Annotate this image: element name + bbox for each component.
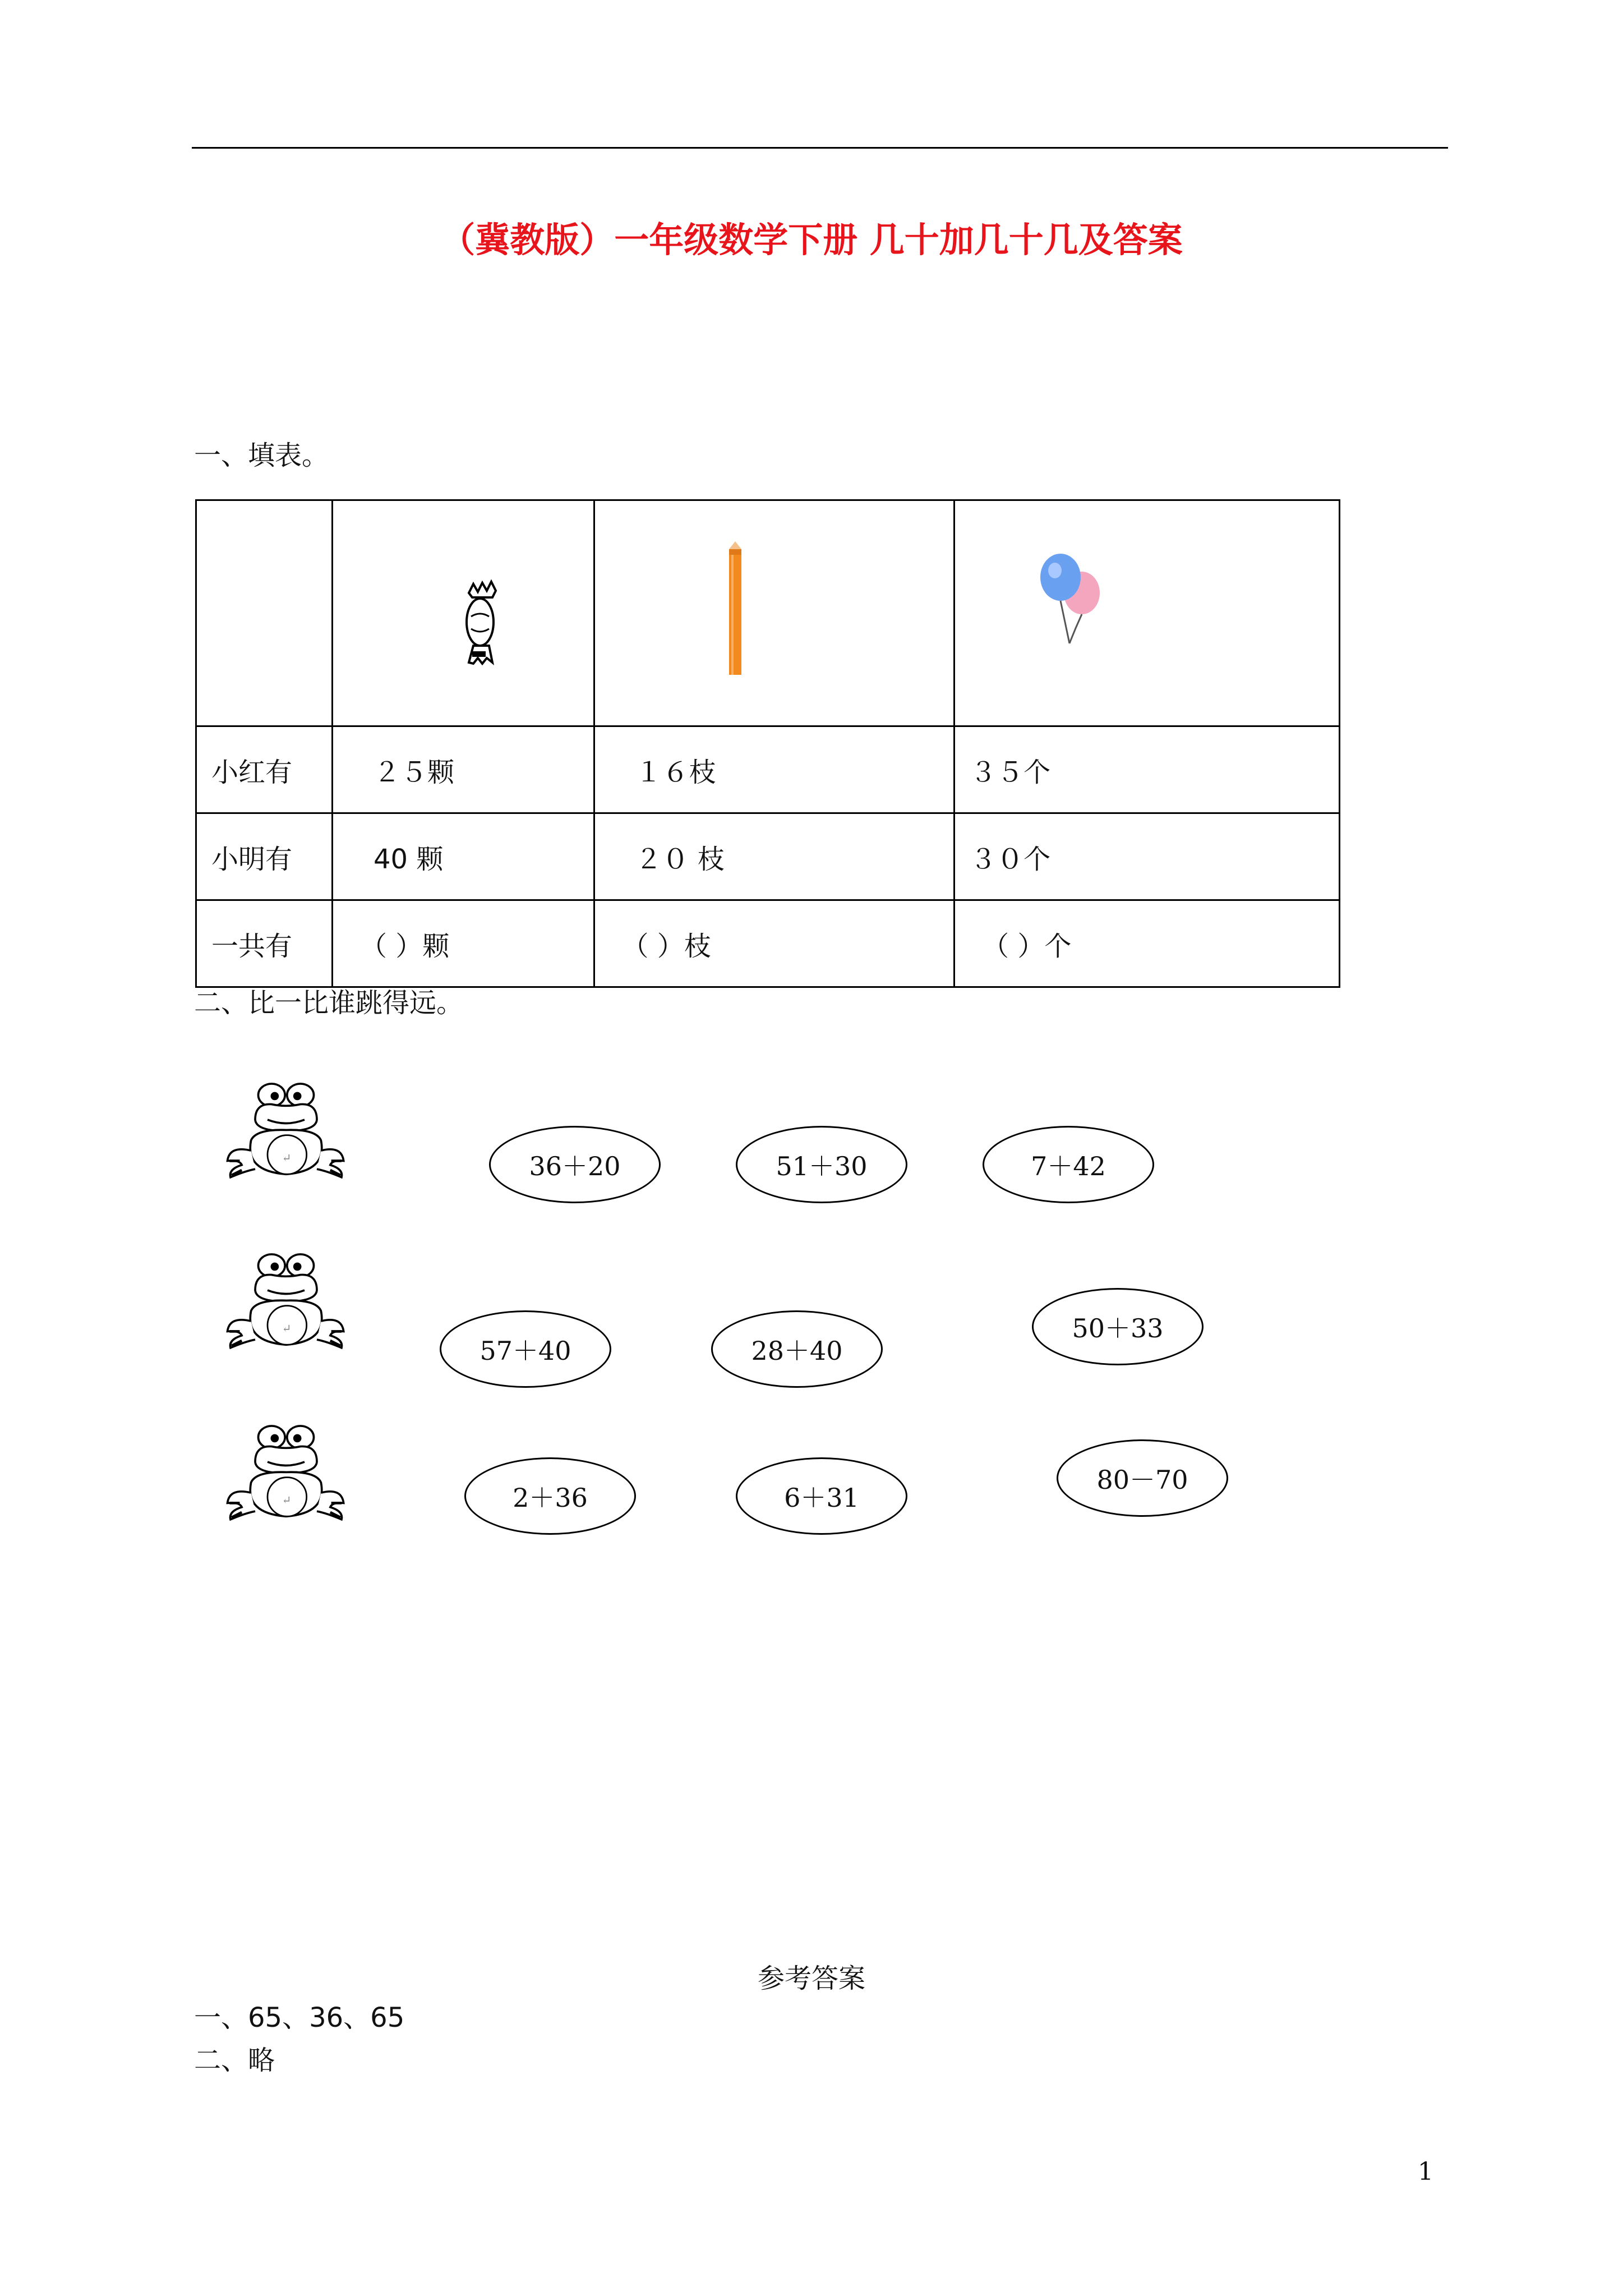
- table-cell: （ ）个: [955, 900, 1340, 987]
- expression-oval: 50＋33: [1032, 1288, 1204, 1365]
- row-label: 一共有: [196, 900, 333, 987]
- table-cell: ２５颗: [333, 726, 594, 813]
- section1-heading: 一、填表。: [194, 440, 329, 471]
- table-cell: （ ）颗: [333, 900, 594, 987]
- fill-table: [195, 499, 1340, 988]
- return-mark: ↵: [282, 1322, 292, 1336]
- header-empty-cell: [196, 500, 333, 726]
- row-label: 小红有: [196, 726, 333, 813]
- answer-line-1: 一、65、36、65: [194, 2002, 405, 2033]
- expression-oval: 2＋36: [464, 1457, 636, 1535]
- pencil-icon: [646, 532, 953, 687]
- expression-oval: 36＋20: [489, 1126, 661, 1203]
- table-cell: ２０ 枝: [594, 813, 955, 900]
- table-row: [196, 726, 1340, 813]
- header-pencil-cell: [594, 500, 955, 726]
- expression-oval: 7＋42: [983, 1126, 1154, 1203]
- answer-line-2: 二、略: [194, 2045, 275, 2076]
- table-row: [196, 813, 1340, 900]
- candy-icon: [385, 532, 593, 687]
- return-mark: ↵: [282, 1151, 292, 1165]
- header-candy-cell: [333, 500, 594, 726]
- expression-oval: 28＋40: [711, 1310, 883, 1388]
- balloons-icon: [1007, 532, 1339, 687]
- section2-heading: 二、比一比谁跳得远。: [194, 987, 464, 1019]
- table-cell: ３０个: [955, 813, 1340, 900]
- return-mark: ↵: [282, 1493, 292, 1507]
- expression-oval: 57＋40: [440, 1310, 611, 1388]
- expression-oval: 6＋31: [736, 1457, 907, 1535]
- frog-icon: [224, 1250, 348, 1356]
- page-number: 1: [1418, 2157, 1433, 2186]
- answers-title: 参考答案: [757, 1963, 865, 1994]
- table-header-row: [196, 500, 1340, 726]
- page-title: （冀教版）一年级数学下册 几十加几十几及答案: [440, 219, 1183, 260]
- header-balloons-cell: [955, 500, 1340, 726]
- table-cell: 40 颗: [333, 813, 594, 900]
- row-label: 小明有: [196, 813, 333, 900]
- table-row: [196, 900, 1340, 987]
- table-cell: ３５个: [955, 726, 1340, 813]
- frog-icon: [224, 1079, 348, 1186]
- expression-oval: 51＋30: [736, 1126, 907, 1203]
- table-cell: （ ）枝: [594, 900, 955, 987]
- expression-oval: 80－70: [1057, 1439, 1228, 1517]
- frog-icon: [224, 1421, 348, 1528]
- header-rule: [192, 147, 1448, 149]
- table-cell: １６枝: [594, 726, 955, 813]
